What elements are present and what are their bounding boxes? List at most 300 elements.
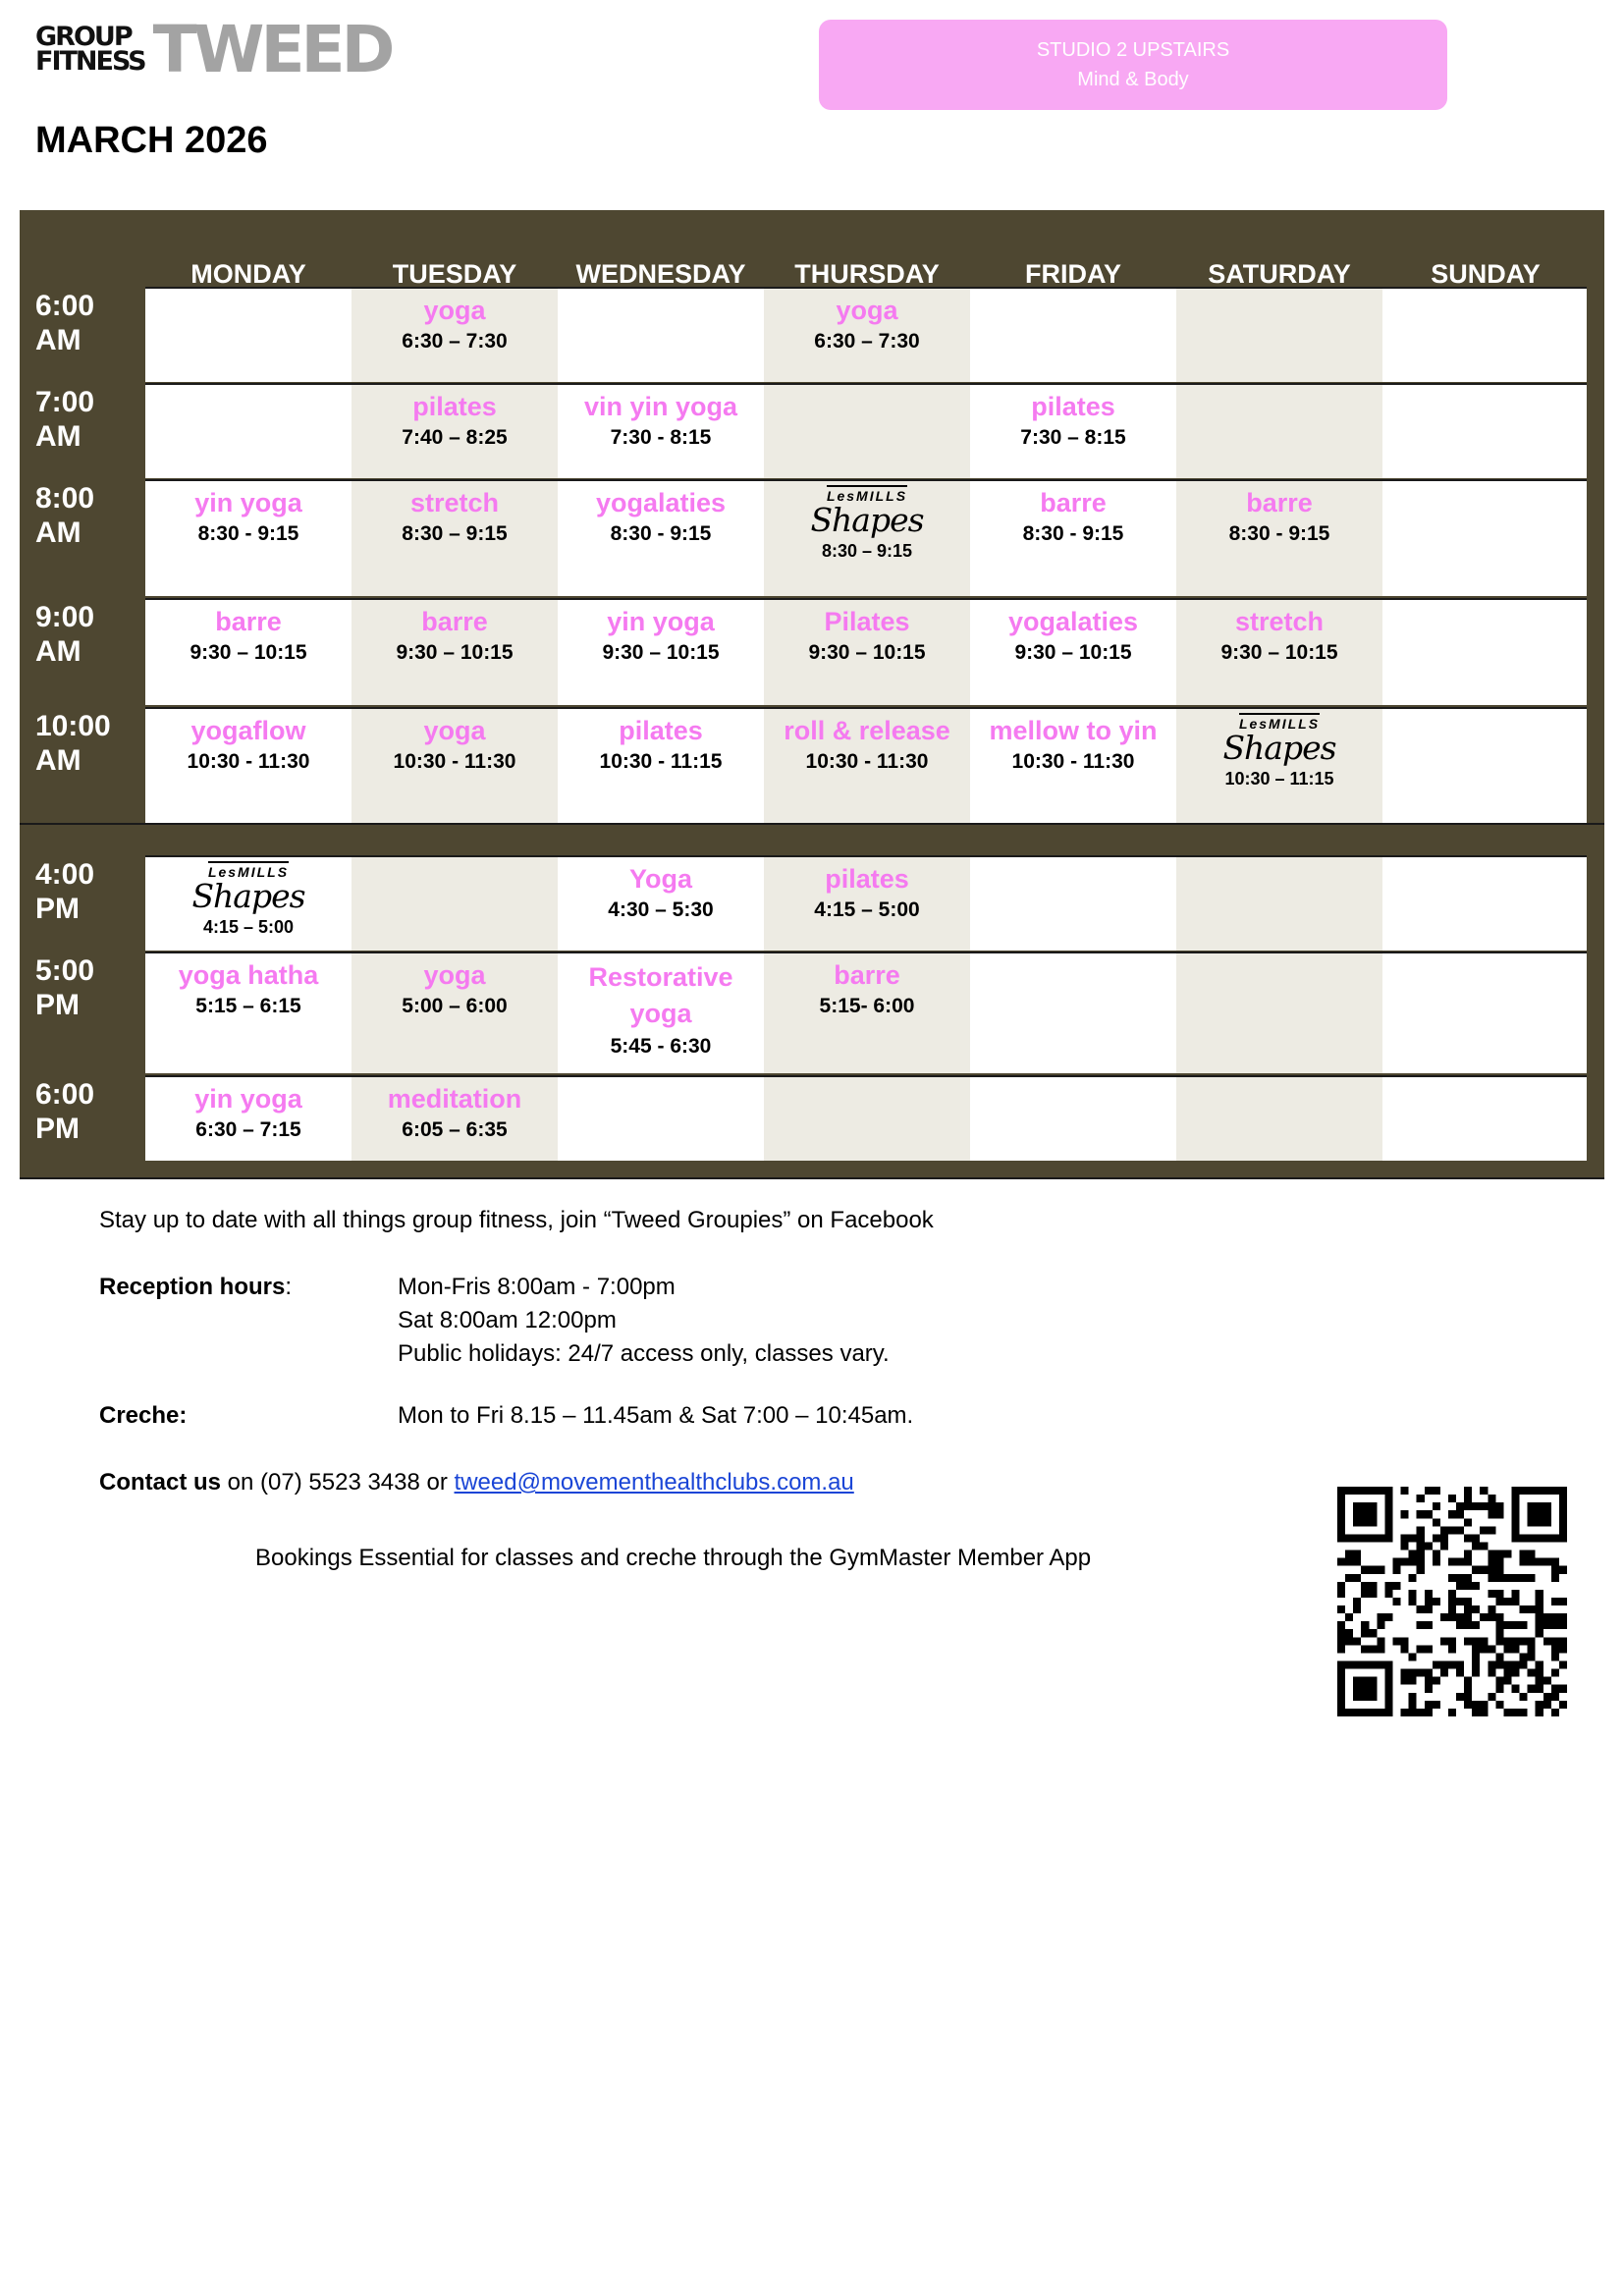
qr-module [1559,1645,1567,1653]
qr-module [1401,1637,1409,1645]
class-cell-wednesday[interactable] [558,857,764,951]
qr-module [1520,1661,1528,1669]
qr-module [1337,1629,1345,1637]
class-cell-saturday[interactable] [1176,709,1382,823]
class-cell-tuesday[interactable] [352,953,558,1073]
time-label-ampm: PM [35,989,80,1021]
class-cell-thursday[interactable] [764,709,970,823]
class-name: yogalaties [595,488,727,517]
qr-module [1353,1574,1361,1582]
qr-module [1456,1613,1464,1621]
class-cell-friday[interactable] [970,600,1176,705]
class-time: 8:30 – 9:15 [402,522,508,545]
qr-module [1377,1709,1384,1716]
qr-module [1559,1510,1567,1518]
class-time: 10:30 - 11:30 [805,750,929,773]
time-label-hour: 5:00 [35,954,95,987]
qr-module [1472,1709,1480,1716]
class-time: 5:15 – 6:15 [195,995,301,1017]
day-header-thursday: THURSDAY [794,258,940,289]
qr-module [1369,1510,1377,1518]
qr-module [1495,1629,1503,1637]
qr-module [1503,1598,1511,1605]
class-cell-wednesday[interactable] [558,953,764,1073]
qr-module [1369,1629,1377,1637]
class-cell-tuesday[interactable] [352,289,558,382]
qr-module [1409,1598,1417,1605]
qr-module [1551,1487,1559,1495]
time-label-hour: 4:00 [35,858,95,891]
qr-module [1520,1487,1528,1495]
qr-module [1480,1487,1488,1495]
class-cell-monday[interactable] [145,709,352,823]
am-pm-divider [20,823,1604,825]
qr-module [1377,1534,1384,1542]
class-name: barre [215,607,282,636]
class-cell-tuesday[interactable] [352,709,558,823]
qr-module [1345,1558,1353,1566]
qr-module [1495,1685,1503,1693]
class-time: 9:30 – 10:15 [1220,641,1338,664]
qr-module [1417,1534,1425,1542]
qr-module [1464,1701,1472,1709]
logo-tweed: TWEED [152,12,392,87]
qr-module [1528,1534,1536,1542]
class-cell-thursday[interactable] [764,600,970,705]
qr-module [1361,1685,1369,1693]
class-time: 7:30 – 8:15 [1020,426,1126,449]
class-cell-sunday [1382,1077,1587,1161]
qr-module [1337,1709,1345,1716]
qr-module [1353,1605,1361,1613]
qr-module [1361,1566,1369,1574]
logo-line-group: GROUP [35,22,132,53]
class-time: 6:05 – 6:35 [402,1118,508,1141]
qr-module [1384,1701,1392,1709]
day-header-friday: FRIDAY [1024,258,1122,289]
class-time: 9:30 – 10:15 [396,641,514,664]
qr-module [1384,1495,1392,1502]
qr-module [1559,1613,1567,1621]
qr-module [1409,1574,1417,1582]
qr-module [1495,1637,1503,1645]
qr-module [1433,1677,1440,1685]
qr-module [1472,1669,1480,1677]
lesmills-shapes-logo [191,861,305,915]
qr-module [1384,1669,1392,1677]
qr-module [1345,1661,1353,1669]
qr-module [1433,1487,1440,1495]
qr-module [1409,1701,1417,1709]
class-time: 7:30 - 8:15 [610,426,712,449]
qr-module [1353,1677,1361,1685]
qr-module [1480,1542,1488,1550]
qr-module [1488,1495,1495,1502]
qr-module [1559,1487,1567,1495]
qr-module [1464,1551,1472,1558]
class-name: barre [1040,488,1107,517]
qr-module [1361,1709,1369,1716]
class-name: barre [421,607,488,636]
qr-module [1472,1645,1480,1653]
qr-module [1495,1551,1503,1558]
qr-module [1495,1621,1503,1629]
class-cell-saturday[interactable] [1176,600,1382,705]
qr-module [1417,1709,1425,1716]
qr-module [1337,1502,1345,1510]
class-timetable [20,210,1604,1179]
qr-module [1409,1669,1417,1677]
qr-module [1409,1677,1417,1685]
time-label-ampm: PM [35,893,80,925]
contact-phone: on (07) 5523 3438 or [221,1469,455,1496]
qr-module [1361,1590,1369,1598]
qr-module [1433,1518,1440,1526]
class-name: yin yoga [607,607,715,636]
qr-module [1392,1566,1400,1574]
qr-module [1536,1510,1543,1518]
qr-module [1369,1677,1377,1685]
class-time: 8:30 - 9:15 [197,522,299,545]
qr-module [1425,1590,1433,1598]
day-header-saturday: SATURDAY [1208,258,1351,289]
qr-module [1512,1637,1520,1645]
class-cell-friday [970,289,1176,382]
class-cell-thursday [764,1077,970,1161]
qr-module [1536,1487,1543,1495]
qr-module [1536,1621,1543,1629]
qr-module [1520,1558,1528,1566]
qr-module [1495,1677,1503,1685]
qr-module [1401,1709,1409,1716]
time-label [35,600,153,669]
qr-module [1536,1613,1543,1621]
time-label [35,385,153,454]
qr-module [1456,1598,1464,1605]
qr-module [1559,1701,1567,1709]
time-label-hour: 7:00 [35,386,95,418]
qr-module [1464,1534,1472,1542]
time-label-ampm: AM [35,324,81,356]
qr-module [1345,1613,1353,1621]
class-cell-friday[interactable] [970,385,1176,478]
qr-module [1536,1661,1543,1669]
qr-module [1543,1637,1551,1645]
qr-module [1337,1495,1345,1502]
class-time: 5:00 – 6:00 [402,995,508,1017]
qr-module [1384,1685,1392,1693]
qr-module [1551,1685,1559,1693]
qr-module [1417,1645,1425,1653]
qr-module [1512,1495,1520,1502]
qr-module [1543,1510,1551,1518]
class-cell-wednesday[interactable] [558,481,764,596]
class-cell-tuesday[interactable] [352,385,558,478]
time-label-hour: 8:00 [35,482,95,515]
qr-module [1384,1613,1392,1621]
class-time: 8:30 – 9:15 [821,541,913,561]
qr-module [1464,1502,1472,1510]
qr-module [1448,1661,1456,1669]
qr-module [1409,1558,1417,1566]
qr-module [1425,1487,1433,1495]
qr-module [1377,1566,1384,1574]
contact-label: Contact us [99,1469,222,1496]
qr-module [1559,1685,1567,1693]
class-time: 10:30 - 11:15 [599,750,723,773]
lesmills-shapes-logo [1222,713,1336,767]
class-cell-sunday [1382,600,1587,705]
class-cell-tuesday[interactable] [352,1077,558,1161]
qr-module [1409,1709,1417,1716]
qr-module [1401,1542,1409,1550]
qr-module [1384,1661,1392,1669]
qr-module [1528,1574,1536,1582]
qr-module [1337,1637,1345,1645]
lesmills-brand: LesMILLS [827,485,907,504]
qr-module [1520,1693,1528,1701]
qr-module [1369,1582,1377,1590]
qr-module [1464,1613,1472,1621]
class-cell-monday[interactable] [145,600,352,705]
class-name: mellow to yin [989,716,1158,745]
qr-module [1417,1669,1425,1677]
qr-module [1448,1637,1456,1645]
class-cell-saturday[interactable] [1176,481,1382,596]
studio-badge [819,20,1447,110]
qr-module [1448,1495,1456,1502]
qr-module [1528,1653,1536,1660]
qr-module [1543,1518,1551,1526]
qr-module [1337,1582,1345,1590]
qr-module [1480,1637,1488,1645]
qr-module [1417,1605,1425,1613]
qr-module [1495,1510,1503,1518]
qr-module [1377,1621,1384,1629]
qr-module [1536,1605,1543,1613]
qr-module [1417,1542,1425,1550]
qr-module [1369,1534,1377,1542]
qr-module [1512,1685,1520,1693]
class-cell-thursday[interactable] [764,953,970,1073]
class-time: 9:30 – 10:15 [808,641,926,664]
class-time: 4:15 – 5:00 [814,898,920,921]
qr-module [1345,1709,1353,1716]
class-cell-wednesday[interactable] [558,600,764,705]
creche-hours: Mon to Fri 8.15 – 11.45am & Sat 7:00 – 10:45am. [398,1402,914,1429]
qr-module [1384,1693,1392,1701]
qr-module [1503,1551,1511,1558]
logo-group-fitness [35,22,145,77]
class-cell-sunday [1382,709,1587,823]
qr-module [1536,1709,1543,1716]
class-name: yin yoga [194,1084,302,1114]
qr-module [1337,1645,1345,1653]
class-cell-monday[interactable] [145,1077,352,1161]
class-cell-friday[interactable] [970,709,1176,823]
group-fitness-tweed-logo [35,12,392,87]
qr-module [1520,1551,1528,1558]
class-name: yoga [836,296,898,325]
qr-module [1353,1558,1361,1566]
qr-module [1472,1582,1480,1590]
class-cell-thursday[interactable] [764,289,970,382]
qr-module [1425,1701,1433,1709]
qr-module [1503,1637,1511,1645]
qr-module [1425,1709,1433,1716]
qr-module [1337,1510,1345,1518]
qr-module [1425,1510,1433,1518]
qr-module [1361,1677,1369,1685]
qr-module [1536,1685,1543,1693]
qr-module [1369,1502,1377,1510]
qr-module [1512,1598,1520,1605]
qr-module [1551,1574,1559,1582]
qr-module [1384,1518,1392,1526]
qr-module [1448,1590,1456,1598]
class-cell-sunday [1382,289,1587,382]
class-cell-monday[interactable] [145,953,352,1073]
qr-module [1551,1558,1559,1566]
qr-module [1472,1542,1480,1550]
class-name: roll & release [784,716,950,745]
contact-email-link[interactable]: tweed@movementhealthclubs.com.au [454,1469,854,1496]
class-cell-friday[interactable] [970,481,1176,596]
day-header-wednesday: WEDNESDAY [575,258,746,289]
qr-module [1464,1605,1472,1613]
class-name: Restorative yoga [588,962,733,1028]
class-name: yogaflow [190,716,306,745]
qr-module [1448,1558,1456,1566]
qr-module [1512,1669,1520,1677]
qr-module [1495,1502,1503,1510]
class-cell-wednesday[interactable] [558,385,764,478]
qr-module [1337,1661,1345,1669]
reception-line-holidays: Public holidays: 24/7 access only, classes vary. [398,1340,890,1367]
qr-module [1536,1502,1543,1510]
qr-module [1337,1526,1345,1534]
day-header-monday: MONDAY [190,258,306,289]
timetable-row [145,1075,1587,1161]
qr-module [1361,1510,1369,1518]
class-cell-friday [970,857,1176,951]
class-name: yoga [423,960,486,990]
qr-module [1559,1518,1567,1526]
class-cell-tuesday[interactable] [352,481,558,596]
class-cell-monday[interactable] [145,857,352,951]
class-name: yoga [423,716,486,745]
qr-module [1337,1701,1345,1709]
qr-module [1337,1558,1345,1566]
reception-hours-label [99,1274,292,1301]
qr-module [1551,1598,1559,1605]
qr-module [1448,1598,1456,1605]
qr-module [1512,1526,1520,1534]
qr-module [1480,1566,1488,1574]
qr-module [1464,1677,1472,1685]
qr-module [1480,1645,1488,1653]
qr-module [1528,1518,1536,1526]
class-cell-tuesday[interactable] [352,600,558,705]
qr-module [1559,1534,1567,1542]
qr-module [1512,1534,1520,1542]
qr-module [1369,1518,1377,1526]
qr-module [1512,1645,1520,1653]
class-name: barre [1246,488,1313,517]
qr-module [1337,1518,1345,1526]
timetable-row [145,287,1587,382]
class-cell-wednesday[interactable] [558,709,764,823]
studio-name: STUDIO 2 UPSTAIRS [1036,39,1230,61]
class-cell-monday[interactable] [145,481,352,596]
qr-module [1551,1709,1559,1716]
creche-label [99,1402,187,1430]
qr-module [1440,1661,1448,1669]
qr-module [1392,1598,1400,1605]
qr-module [1536,1677,1543,1685]
qr-module [1425,1605,1433,1613]
qr-module [1495,1661,1503,1669]
qr-code-image [1337,1487,1567,1716]
qr-module [1456,1502,1464,1510]
qr-module [1409,1534,1417,1542]
qr-module [1472,1534,1480,1542]
class-cell-saturday [1176,857,1382,951]
qr-module [1464,1685,1472,1693]
qr-module [1536,1534,1543,1542]
time-label [35,1077,153,1146]
qr-module [1384,1526,1392,1534]
time-label-ampm: AM [35,420,81,453]
qr-module [1337,1534,1345,1542]
qr-module [1361,1534,1369,1542]
qr-module [1551,1566,1559,1574]
qr-module [1384,1534,1392,1542]
class-cell-thursday[interactable] [764,481,970,596]
qr-module [1353,1534,1361,1542]
qr-module [1472,1637,1480,1645]
qr-module [1433,1558,1440,1566]
qr-module [1551,1534,1559,1542]
qr-module [1559,1526,1567,1534]
time-label-hour: 6:00 [35,1078,95,1111]
qr-module [1488,1526,1495,1534]
qr-module [1417,1551,1425,1558]
qr-module [1369,1645,1377,1653]
qr-module [1401,1487,1409,1495]
class-time: 10:30 - 11:30 [1011,750,1135,773]
qr-module [1464,1487,1472,1495]
timetable-row [145,707,1587,823]
class-cell-thursday[interactable] [764,857,970,951]
qr-code [1337,1487,1567,1716]
qr-module [1512,1510,1520,1518]
qr-module [1353,1487,1361,1495]
qr-module [1401,1558,1409,1566]
class-name: stretch [409,488,500,517]
qr-module [1425,1621,1433,1629]
qr-module [1361,1582,1369,1590]
contact-line [99,1469,854,1496]
class-cell-sunday [1382,857,1587,951]
class-cell-tuesday [352,857,558,951]
qr-module [1543,1677,1551,1685]
time-label-ampm: AM [35,635,81,668]
class-time: 7:40 – 8:25 [402,426,508,449]
class-time: 8:30 - 9:15 [610,522,712,545]
reception-line-weekdays: Mon-Fris 8:00am - 7:00pm [398,1274,676,1300]
time-label-hour: 10:00 [35,710,111,742]
